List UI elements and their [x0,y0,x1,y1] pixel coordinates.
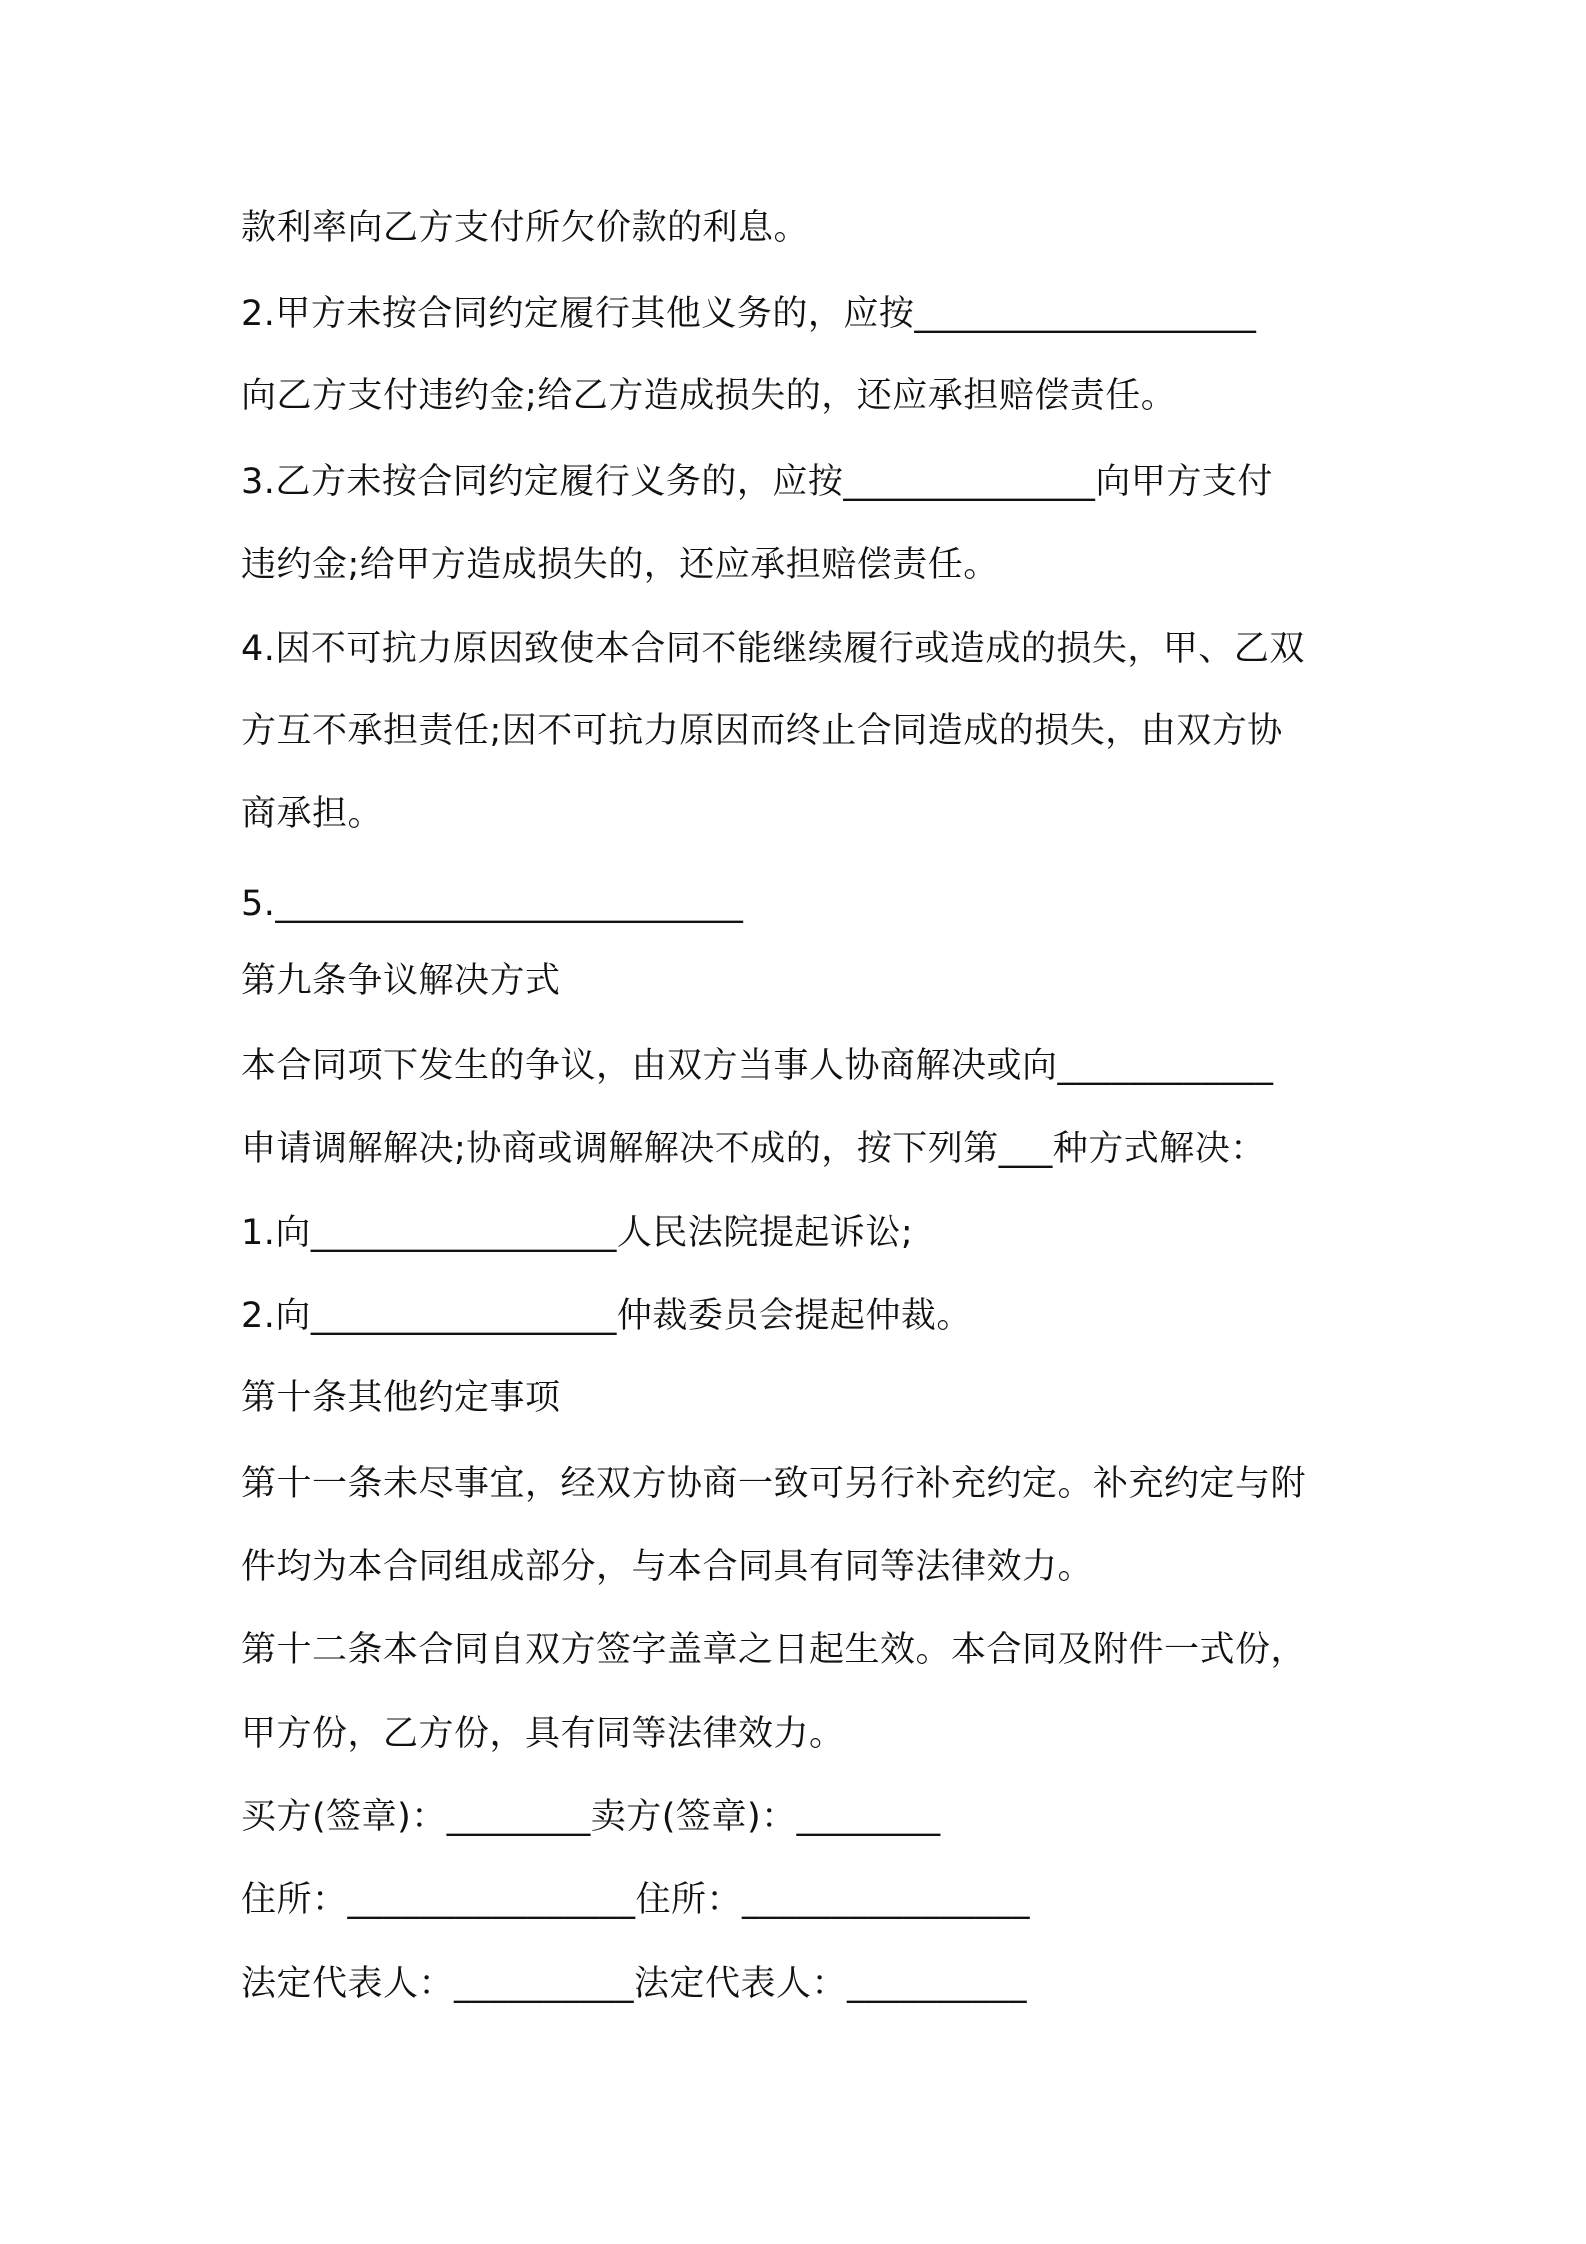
article-12-line-1: 第十二条本合同自双方签字盖章之日起生效。本合同及附件一式份， [241,1630,1307,1670]
article-9-line-1: 本合同项下发生的争议，由双方当事人协商解决或向____________ [241,1046,1274,1086]
dispute-option-1: 1.向_________________人民法院提起诉讼; [241,1213,914,1253]
clause-2-line-1: 2.甲方未按合同约定履行其他义务的，应按___________________ [241,294,1257,334]
clause-3-line-2: 违约金;给甲方造成损失的，还应承担赔偿责任。 [241,545,999,585]
text-line: 款利率向乙方支付所欠价款的利息。 [241,208,810,248]
article-10-heading: 第十条其他约定事项 [241,1378,561,1418]
legal-rep-line: 法定代表人：__________法定代表人：__________ [241,1964,1028,2004]
article-12-line-2: 甲方份，乙方份，具有同等法律效力。 [241,1714,845,1754]
clause-4-line-3: 商承担。 [241,794,384,834]
clause-2-line-2: 向乙方支付违约金;给乙方造成损失的，还应承担赔偿责任。 [241,376,1177,416]
clause-4-line-2: 方互不承担责任;因不可抗力原因而终止合同造成的损失，由双方协 [241,711,1283,751]
clause-5-line: 5.__________________________ [241,884,744,924]
article-9-line-2: 申请调解解决;协商或调解解决不成的，按下列第___种方式解决： [241,1129,1266,1169]
article-9-heading: 第九条争议解决方式 [241,961,561,1001]
signature-line: 买方(签章)：________卖方(签章)：________ [241,1797,941,1837]
article-11-line-2: 件均为本合同组成部分，与本合同具有同等法律效力。 [241,1547,1094,1587]
clause-4-line-1: 4.因不可抗力原因致使本合同不能继续履行或造成的损失，甲、乙双 [241,629,1305,669]
article-11-line-1: 第十一条未尽事宜，经双方协商一致可另行补充约定。补充约定与附 [241,1464,1307,1504]
clause-3-line-1: 3.乙方未按合同约定履行义务的，应按______________向甲方支付 [241,462,1273,502]
dispute-option-2: 2.向_________________仲裁委员会提起仲裁。 [241,1296,972,1336]
address-line: 住所：________________住所：________________ [241,1880,1031,1920]
